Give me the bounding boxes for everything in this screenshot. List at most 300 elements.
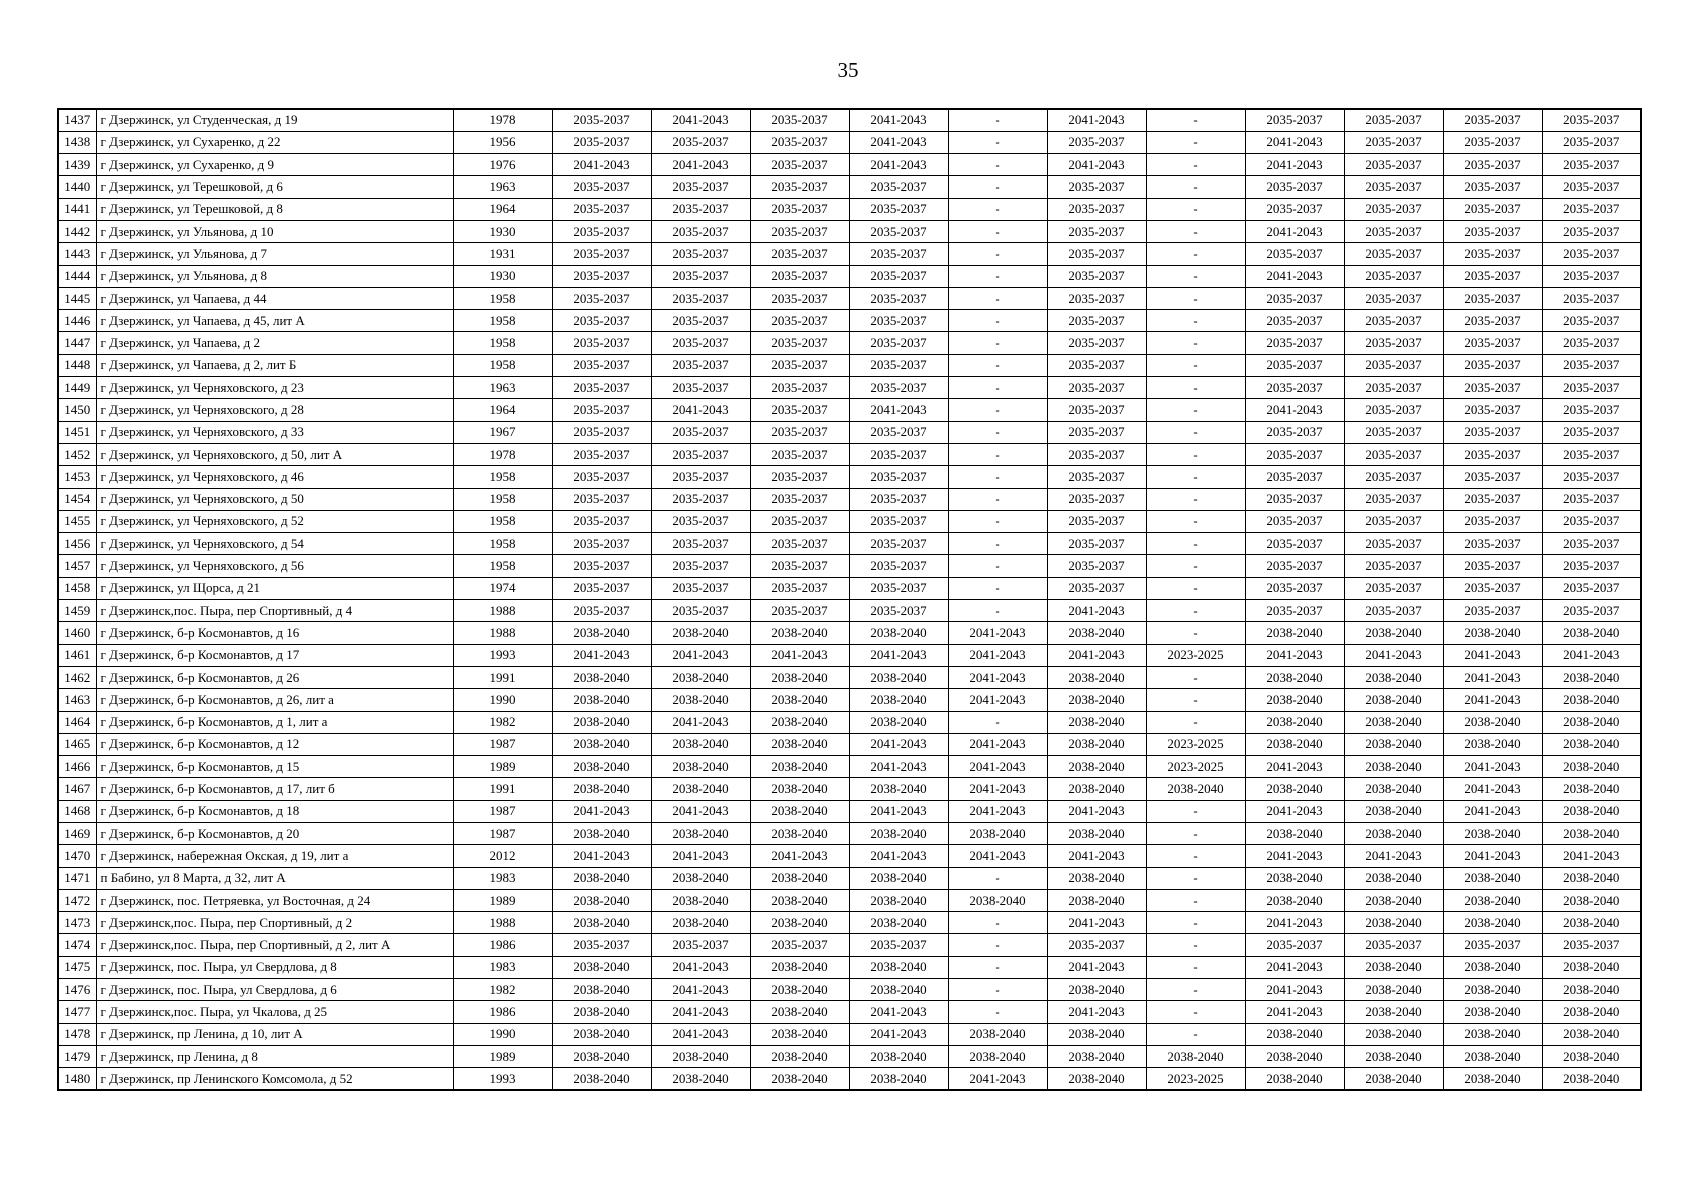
period-cell: 2023-2025 [1146,756,1245,778]
period-cell: 2035-2037 [1047,533,1146,555]
period-cell: 2041-2043 [1245,912,1344,934]
row-number-cell: 1448 [58,354,96,376]
table-row [58,1023,1641,1045]
period-cell: 2038-2040 [1245,1068,1344,1090]
period-cell: 2035-2037 [1344,198,1443,220]
period-cell: 2035-2037 [1344,577,1443,599]
period-cell: - [1146,109,1245,131]
period-cell: 2035-2037 [849,443,948,465]
period-cell: - [948,421,1047,443]
row-number-cell: 1442 [58,220,96,242]
period-cell: 2038-2040 [750,622,849,644]
period-cell: 2035-2037 [651,377,750,399]
period-cell: 2038-2040 [552,622,651,644]
period-cell: 2035-2037 [750,443,849,465]
row-number-cell: 1444 [58,265,96,287]
address-cell: г Дзержинск,пос. Пыра, ул Чкалова, д 25 [96,1001,453,1023]
period-cell: - [1146,421,1245,443]
period-cell: 2035-2037 [750,243,849,265]
period-cell: 2038-2040 [750,1045,849,1067]
period-cell: - [1146,510,1245,532]
period-cell: 2035-2037 [1443,577,1542,599]
table-row [58,756,1641,778]
period-cell: 2038-2040 [1245,778,1344,800]
address-cell: г Дзержинск, ул Сухаренко, д 22 [96,131,453,153]
period-cell: 2035-2037 [1443,488,1542,510]
period-cell: 2041-2043 [1245,399,1344,421]
period-cell: 2035-2037 [1047,510,1146,532]
period-cell: 2035-2037 [1245,377,1344,399]
period-cell: 2035-2037 [1542,577,1641,599]
period-cell: 2038-2040 [849,666,948,688]
period-cell: 2035-2037 [1542,131,1641,153]
period-cell: 2038-2040 [1245,867,1344,889]
period-cell: 2035-2037 [651,131,750,153]
period-cell: 2035-2037 [1047,243,1146,265]
period-cell: - [1146,622,1245,644]
period-cell: 2038-2040 [1344,622,1443,644]
address-cell: г Дзержинск, б-р Космонавтов, д 18 [96,800,453,822]
period-cell: 2041-2043 [1047,912,1146,934]
table-row [58,666,1641,688]
period-cell: 2038-2040 [750,689,849,711]
period-cell: 2038-2040 [1047,867,1146,889]
year-built-cell: 1930 [453,265,552,287]
period-cell: 2038-2040 [1146,778,1245,800]
period-cell: 2038-2040 [1443,912,1542,934]
period-cell: 2038-2040 [1047,1068,1146,1090]
address-cell: г Дзержинск, ул Черняховского, д 28 [96,399,453,421]
period-cell: 2041-2043 [552,644,651,666]
period-cell: 2038-2040 [849,867,948,889]
address-cell: г Дзержинск, б-р Космонавтов, д 26 [96,666,453,688]
period-cell: 2035-2037 [651,243,750,265]
period-cell: 2035-2037 [849,377,948,399]
period-cell: 2035-2037 [1047,198,1146,220]
period-cell: 2041-2043 [849,1001,948,1023]
period-cell: 2035-2037 [552,399,651,421]
period-cell: 2038-2040 [948,1023,1047,1045]
table-row [58,354,1641,376]
row-number-cell: 1451 [58,421,96,443]
period-cell: 2035-2037 [750,109,849,131]
row-number-cell: 1477 [58,1001,96,1023]
period-cell: 2038-2040 [1344,666,1443,688]
period-cell: 2035-2037 [1344,443,1443,465]
period-cell: 2035-2037 [849,198,948,220]
period-cell: 2035-2037 [1542,466,1641,488]
period-cell: 2035-2037 [651,577,750,599]
table-row [58,1068,1641,1090]
period-cell: 2035-2037 [1344,377,1443,399]
period-cell: 2035-2037 [1542,265,1641,287]
period-cell: - [1146,332,1245,354]
period-cell: 2035-2037 [750,555,849,577]
table-row [58,1045,1641,1067]
table-body [58,109,1641,1090]
period-cell: 2038-2040 [1344,979,1443,1001]
period-cell: 2035-2037 [849,176,948,198]
row-number-cell: 1463 [58,689,96,711]
address-cell: г Дзержинск, пр Ленина, д 8 [96,1045,453,1067]
table-row [58,332,1641,354]
table-row [58,867,1641,889]
address-cell: г Дзержинск, ул Сухаренко, д 9 [96,154,453,176]
year-built-cell: 1974 [453,577,552,599]
period-cell: 2041-2043 [1047,600,1146,622]
period-cell: 2035-2037 [651,555,750,577]
period-cell: - [1146,666,1245,688]
address-cell: г Дзержинск, б-р Космонавтов, д 17, лит б [96,778,453,800]
year-built-cell: 1987 [453,733,552,755]
table-row [58,555,1641,577]
period-cell: 2035-2037 [849,354,948,376]
period-cell: 2035-2037 [1542,533,1641,555]
period-cell: 2035-2037 [1542,332,1641,354]
period-cell: 2035-2037 [1443,310,1542,332]
period-cell: 2038-2040 [1344,867,1443,889]
period-cell: - [948,109,1047,131]
period-cell: 2041-2043 [1443,666,1542,688]
period-cell: 2041-2043 [651,154,750,176]
address-cell: г Дзержинск, ул Чапаева, д 2, лит Б [96,354,453,376]
period-cell: - [948,377,1047,399]
period-cell: 2035-2037 [552,131,651,153]
period-cell: 2035-2037 [750,198,849,220]
period-cell: 2035-2037 [552,287,651,309]
period-cell: 2041-2043 [948,666,1047,688]
table-row [58,131,1641,153]
period-cell: 2035-2037 [1245,310,1344,332]
period-cell: 2038-2040 [1542,889,1641,911]
period-cell: 2038-2040 [1047,979,1146,1001]
period-cell: 2041-2043 [1245,800,1344,822]
period-cell: 2035-2037 [1245,510,1344,532]
period-cell: - [1146,287,1245,309]
period-cell: 2035-2037 [1443,555,1542,577]
period-cell: 2038-2040 [1542,622,1641,644]
table-row [58,220,1641,242]
period-cell: 2035-2037 [1344,220,1443,242]
table-row [58,733,1641,755]
period-cell: 2038-2040 [651,912,750,934]
period-cell: 2041-2043 [849,399,948,421]
period-cell: 2038-2040 [651,778,750,800]
period-cell: 2041-2043 [849,845,948,867]
year-built-cell: 1958 [453,354,552,376]
year-built-cell: 1989 [453,1045,552,1067]
period-cell: 2038-2040 [1047,711,1146,733]
period-cell: - [948,287,1047,309]
year-built-cell: 1983 [453,956,552,978]
period-cell: 2035-2037 [849,600,948,622]
period-cell: 2035-2037 [1344,466,1443,488]
table-row [58,377,1641,399]
year-built-cell: 1958 [453,310,552,332]
period-cell: 2038-2040 [1047,889,1146,911]
period-cell: 2035-2037 [849,332,948,354]
period-cell: 2035-2037 [1542,287,1641,309]
row-number-cell: 1456 [58,533,96,555]
period-cell: 2035-2037 [1047,399,1146,421]
period-cell: 2035-2037 [849,287,948,309]
period-cell: 2035-2037 [1542,154,1641,176]
period-cell: 2035-2037 [1542,109,1641,131]
period-cell: 2041-2043 [552,800,651,822]
table-row [58,934,1641,956]
period-cell: 2035-2037 [651,332,750,354]
period-cell: 2041-2043 [948,733,1047,755]
period-cell: 2035-2037 [651,265,750,287]
schedule-table [57,108,1642,1091]
period-cell: - [948,176,1047,198]
period-cell: 2038-2040 [1344,889,1443,911]
period-cell: 2035-2037 [651,934,750,956]
period-cell: 2038-2040 [1245,666,1344,688]
period-cell: 2041-2043 [552,845,651,867]
year-built-cell: 1958 [453,555,552,577]
period-cell: 2035-2037 [1245,577,1344,599]
address-cell: г Дзержинск, ул Черняховского, д 56 [96,555,453,577]
period-cell: 2035-2037 [1344,354,1443,376]
period-cell: 2038-2040 [1245,622,1344,644]
period-cell: 2038-2040 [1047,1045,1146,1067]
period-cell: - [948,154,1047,176]
year-built-cell: 1986 [453,1001,552,1023]
period-cell: 2035-2037 [1047,176,1146,198]
table-row [58,979,1641,1001]
period-cell: - [1146,934,1245,956]
period-cell: 2035-2037 [1245,354,1344,376]
period-cell: - [948,555,1047,577]
period-cell: 2035-2037 [1443,377,1542,399]
period-cell: 2041-2043 [1443,644,1542,666]
row-number-cell: 1447 [58,332,96,354]
year-built-cell: 1967 [453,421,552,443]
period-cell: 2038-2040 [552,711,651,733]
period-cell: 2035-2037 [1542,555,1641,577]
period-cell: 2035-2037 [1443,421,1542,443]
address-cell: г Дзержинск, ул Чапаева, д 45, лит А [96,310,453,332]
period-cell: 2038-2040 [1146,1045,1245,1067]
period-cell: - [948,600,1047,622]
address-cell: г Дзержинск, набережная Окская, д 19, лит а [96,845,453,867]
period-cell: 2035-2037 [552,555,651,577]
period-cell: 2038-2040 [1344,689,1443,711]
table-row [58,845,1641,867]
period-cell: 2035-2037 [1344,421,1443,443]
period-cell: 2035-2037 [1047,934,1146,956]
period-cell: - [1146,800,1245,822]
period-cell: 2041-2043 [948,778,1047,800]
period-cell: 2035-2037 [1344,399,1443,421]
table-row [58,823,1641,845]
row-number-cell: 1454 [58,488,96,510]
address-cell: п Бабино, ул 8 Марта, д 32, лит А [96,867,453,889]
period-cell: 2041-2043 [651,1023,750,1045]
address-cell: г Дзержинск,пос. Пыра, пер Спортивный, д 2, лит А [96,934,453,956]
period-cell: - [1146,154,1245,176]
address-cell: г Дзержинск, ул Чапаева, д 2 [96,332,453,354]
period-cell: 2035-2037 [1245,555,1344,577]
period-cell: 2038-2040 [1542,711,1641,733]
row-number-cell: 1455 [58,510,96,532]
period-cell: 2041-2043 [1245,265,1344,287]
address-cell: г Дзержинск, ул Ульянова, д 10 [96,220,453,242]
row-number-cell: 1478 [58,1023,96,1045]
period-cell: 2038-2040 [552,689,651,711]
period-cell: 2038-2040 [1443,889,1542,911]
period-cell: 2035-2037 [1542,198,1641,220]
period-cell: 2038-2040 [552,867,651,889]
year-built-cell: 1930 [453,220,552,242]
period-cell: 2038-2040 [1344,956,1443,978]
period-cell: 2035-2037 [1047,287,1146,309]
period-cell: - [948,131,1047,153]
period-cell: 2038-2040 [651,666,750,688]
period-cell: 2035-2037 [1443,265,1542,287]
period-cell: 2041-2043 [1245,979,1344,1001]
period-cell: - [948,466,1047,488]
row-number-cell: 1452 [58,443,96,465]
period-cell: 2035-2037 [1245,287,1344,309]
period-cell: 2038-2040 [651,689,750,711]
period-cell: 2038-2040 [1344,1001,1443,1023]
period-cell: - [1146,956,1245,978]
period-cell: 2038-2040 [552,1023,651,1045]
period-cell: 2035-2037 [651,198,750,220]
period-cell: 2035-2037 [1344,109,1443,131]
table-row [58,778,1641,800]
period-cell: 2035-2037 [1443,934,1542,956]
period-cell: 2041-2043 [1047,1001,1146,1023]
table-row [58,488,1641,510]
period-cell: 2035-2037 [552,533,651,555]
period-cell: 2035-2037 [1443,243,1542,265]
period-cell: 2035-2037 [1443,533,1542,555]
period-cell: 2035-2037 [750,131,849,153]
period-cell: - [1146,443,1245,465]
period-cell: 2038-2040 [1344,711,1443,733]
period-cell: - [1146,912,1245,934]
period-cell: 2035-2037 [1542,310,1641,332]
address-cell: г Дзержинск,пос. Пыра, пер Спортивный, д 2 [96,912,453,934]
period-cell: 2041-2043 [1047,109,1146,131]
year-built-cell: 1993 [453,1068,552,1090]
period-cell: 2035-2037 [1047,377,1146,399]
period-cell: - [1146,377,1245,399]
period-cell: 2038-2040 [849,622,948,644]
period-cell: 2038-2040 [849,1068,948,1090]
table-row [58,310,1641,332]
period-cell: - [948,310,1047,332]
period-cell: - [1146,979,1245,1001]
year-built-cell: 1982 [453,711,552,733]
period-cell: 2041-2043 [849,733,948,755]
period-cell: 2035-2037 [750,287,849,309]
period-cell: 2035-2037 [1344,287,1443,309]
period-cell: 2038-2040 [1542,733,1641,755]
period-cell: 2035-2037 [651,354,750,376]
period-cell: 2035-2037 [849,533,948,555]
period-cell: 2035-2037 [1245,443,1344,465]
period-cell: 2041-2043 [948,644,1047,666]
period-cell: 2038-2040 [750,733,849,755]
period-cell: 2038-2040 [1047,666,1146,688]
row-number-cell: 1437 [58,109,96,131]
period-cell: - [948,443,1047,465]
period-cell: 2041-2043 [1443,800,1542,822]
period-cell: 2038-2040 [651,733,750,755]
period-cell: - [1146,711,1245,733]
period-cell: - [948,488,1047,510]
period-cell: 2035-2037 [849,265,948,287]
period-cell: - [1146,823,1245,845]
period-cell: 2035-2037 [1443,510,1542,532]
table-row [58,644,1641,666]
address-cell: г Дзержинск, ул Ульянова, д 8 [96,265,453,287]
year-built-cell: 1963 [453,176,552,198]
period-cell: 2041-2043 [1245,644,1344,666]
row-number-cell: 1439 [58,154,96,176]
period-cell: 2035-2037 [750,510,849,532]
year-built-cell: 1990 [453,1023,552,1045]
address-cell: г Дзержинск,пос. Пыра, пер Спортивный, д 4 [96,600,453,622]
period-cell: 2038-2040 [750,912,849,934]
period-cell: 2035-2037 [651,510,750,532]
period-cell: 2035-2037 [1542,399,1641,421]
year-built-cell: 1958 [453,287,552,309]
period-cell: - [1146,845,1245,867]
row-number-cell: 1475 [58,956,96,978]
period-cell: 2035-2037 [552,220,651,242]
table-row [58,912,1641,934]
year-built-cell: 1958 [453,332,552,354]
period-cell: 2041-2043 [1245,131,1344,153]
year-built-cell: 1982 [453,979,552,1001]
address-cell: г Дзержинск, ул Ульянова, д 7 [96,243,453,265]
period-cell: 2035-2037 [552,265,651,287]
period-cell: 2035-2037 [1344,154,1443,176]
period-cell: 2038-2040 [1443,1001,1542,1023]
period-cell: 2038-2040 [651,1068,750,1090]
period-cell: 2038-2040 [750,956,849,978]
table-row [58,109,1641,131]
period-cell: 2038-2040 [849,979,948,1001]
period-cell: 2035-2037 [1443,466,1542,488]
period-cell: 2041-2043 [1443,778,1542,800]
period-cell: 2038-2040 [1047,689,1146,711]
period-cell: 2035-2037 [1344,510,1443,532]
period-cell: 2038-2040 [1344,778,1443,800]
row-number-cell: 1450 [58,399,96,421]
period-cell: 2038-2040 [750,1068,849,1090]
period-cell: 2035-2037 [1245,109,1344,131]
period-cell: 2038-2040 [1443,622,1542,644]
period-cell: 2038-2040 [750,778,849,800]
address-cell: г Дзержинск, б-р Космонавтов, д 12 [96,733,453,755]
address-cell: г Дзержинск, ул Терешковой, д 8 [96,198,453,220]
period-cell: - [1146,265,1245,287]
period-cell: 2038-2040 [750,711,849,733]
period-cell: 2035-2037 [1047,332,1146,354]
period-cell: 2038-2040 [651,1045,750,1067]
period-cell: 2035-2037 [750,176,849,198]
period-cell: 2035-2037 [552,243,651,265]
period-cell: 2038-2040 [1047,823,1146,845]
period-cell: 2035-2037 [1344,310,1443,332]
year-built-cell: 1988 [453,912,552,934]
